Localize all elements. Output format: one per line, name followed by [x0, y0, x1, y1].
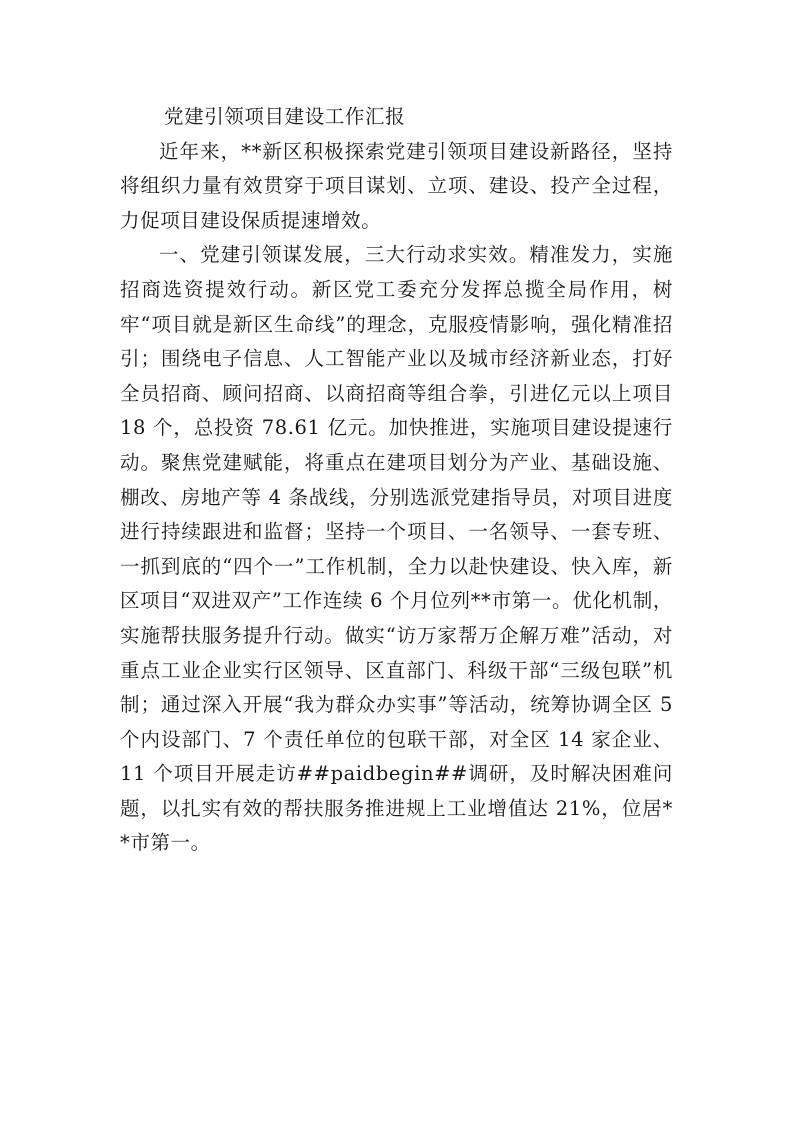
document-body [120, 100, 673, 861]
document-title: 党建引领项目建设工作汇报 [164, 105, 406, 128]
paragraph-intro: 近年来，**新区积极探索党建引领项目建设新路径，坚持将组织力量有效贯穿于项目谋划、立项、建设、投产全过程，力促项目建设保质提速增效。 [120, 139, 673, 232]
paragraph-section-one: 一、党建引领谋发展，三大行动求实效。精准发力，实施招商选资提效行动。新区党工委充分发挥总揽全局作用，树牢“项目就是新区生命线”的理念，克服疫情影响，强化精准招引；围绕电子信息、人工智能产业以及城市经济新业态，打好全员招商、顾问招商、以商招商等组合拳，引进亿元以上项目 18 个，总投资 78.61 亿元。加快推进，实施项目建设提速行动。聚焦党建赋能，将重点在建项目划分为产业、基础设施、棚改、房地产等 4 条战线，分别选派党建指导员，对项目进度进行持续跟进和监督；坚持一个项目、一名领导、一套专班、一抓到底的“四个一”工作机制，全力以赴快建设、快入库，新区项目“双进双产”工作连续 6 个月位列**市第一。优化机制，实施帮扶服务提升行动。做实“访万家帮万企解万难”活动，对重点工业企业实行区领导、区直部门、科级干部“三级包联”机制；通过深入开展“我为群众办实事”等活动，统筹协调全区 5 个内设部门、7 个责任单位的包联干部，对全区 14 家企业、11 个项目开展走访##paidbegin##调研，及时解决困难问题，以扎实有效的帮扶服务推进规上工业增值达 21%，位居**市第一。 [120, 243, 673, 855]
